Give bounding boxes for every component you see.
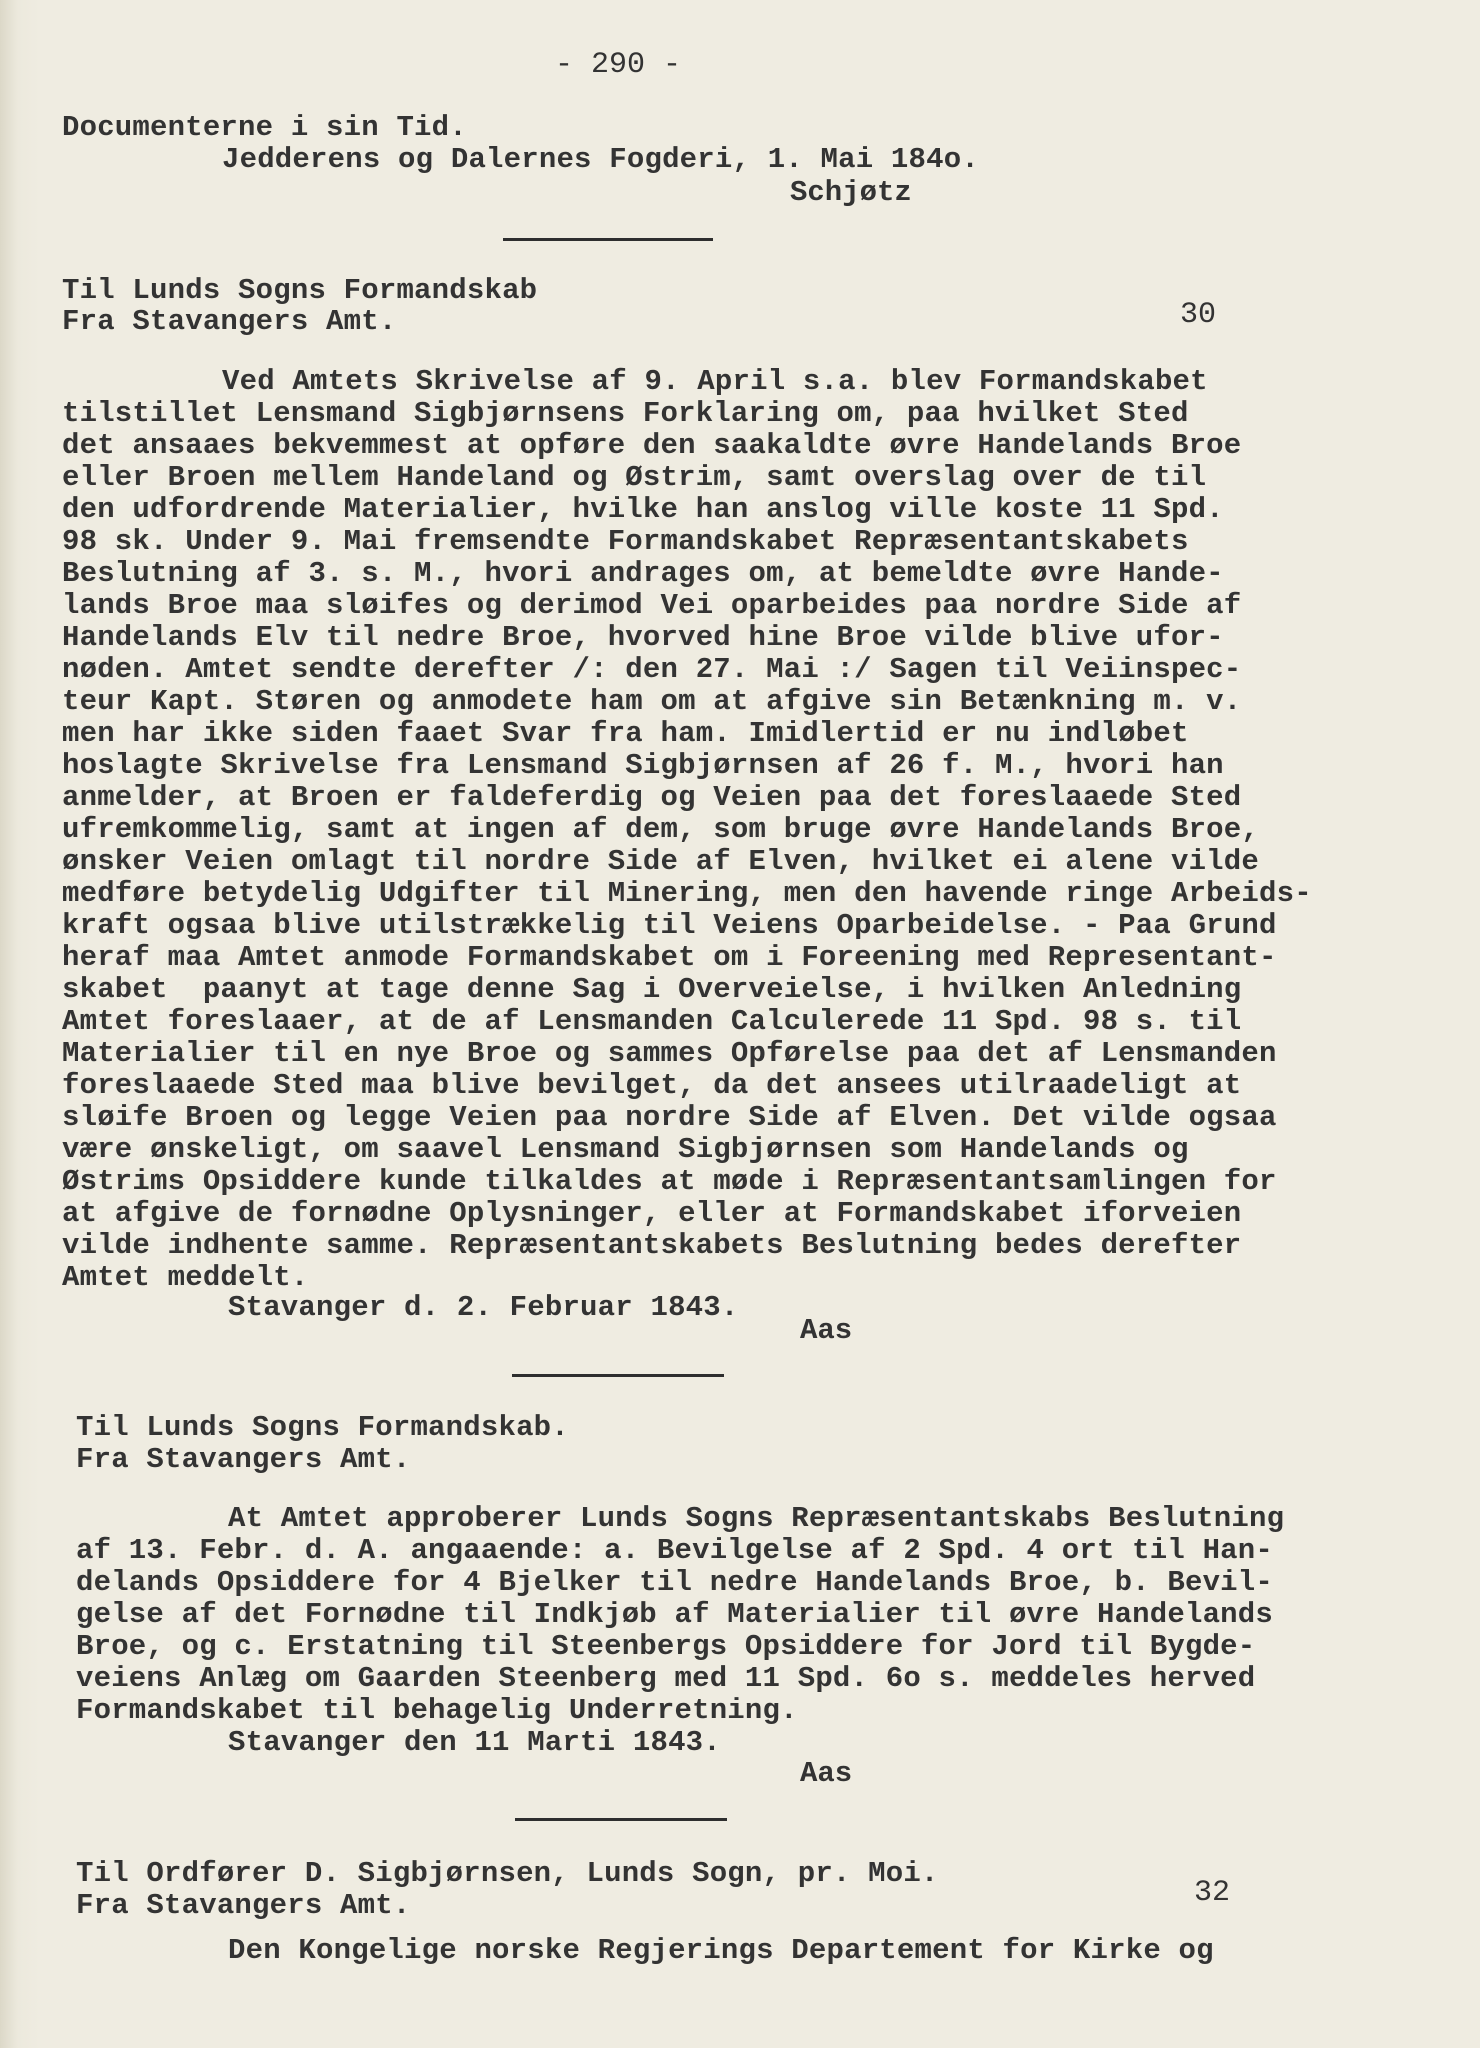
header-line-2: Jedderens og Dalernes Fogderi, 1. Mai 184o. (222, 143, 979, 176)
letter30-body-line: hoslagte Skrivelse fra Lensmand Sigbjørnsen af 26 f. M., hvori han (62, 749, 1224, 782)
letter31-body-line: delands Opsiddere for 4 Bjelker til nedre Handelands Broe, b. Bevil- (76, 1566, 1273, 1599)
letter32-number: 32 (1194, 1876, 1231, 1910)
letter30-body-line: eller Broen mellem Handeland og Østrim, samt overslag over de til (62, 461, 1207, 494)
letter30-body-line: Amtet meddelt. (62, 1261, 309, 1294)
letter31-body-line: Broe, og c. Erstatning til Steenbergs Opsiddere for Jord til Bygde- (76, 1630, 1256, 1663)
letter30-body-line: Østrims Opsiddere kunde tilkaldes at møde i Repræsentantsamlingen for (62, 1165, 1277, 1198)
letter30-body-line: kraft ogsaa blive utilstrækkelig til Veiens Oparbeidelse. - Paa Grund (62, 909, 1277, 942)
letter31-body-line: veiens Anlæg om Gaarden Steenberg med 11 Spd. 6o s. meddeles herved (76, 1662, 1256, 1695)
letter32-to: Til Ordfører D. Sigbjørnsen, Lunds Sogn, pr. Moi. (76, 1857, 939, 1890)
letter30-from: Fra Stavangers Amt. (62, 305, 397, 338)
letter31-body-line: Formandskabet til behagelig Underretning. (76, 1694, 798, 1727)
letter31-signature: Aas (800, 1757, 853, 1790)
letter30-body-line: at afgive de fornødne Oplysninger, eller at Formandskabet iforveien (62, 1197, 1242, 1230)
separator-rule (503, 238, 713, 241)
letter30-body-line: skabet paanyt at tage denne Sag i Overveielse, i hvilken Anledning (62, 973, 1242, 1006)
header-line-1: Documenterne i sin Tid. (62, 111, 467, 144)
letter30-body-line: anmelder, at Broen er faldeferdig og Veien paa det foreslaaede Sted (62, 781, 1242, 814)
letter32-body-line: Den Kongelige norske Regjerings Departement for Kirke og (228, 1934, 1214, 1967)
letter31-body-line: af 13. Febr. d. A. angaaende: a. Bevilgelse af 2 Spd. 4 ort til Han- (76, 1534, 1273, 1567)
letter30-body-line: foreslaaede Sted maa blive bevilget, da det ansees utilraadeligt at (62, 1069, 1242, 1102)
letter30-signature: Aas (800, 1314, 853, 1347)
letter30-body-line: nøden. Amtet sendte derefter /: den 27. Mai :/ Sagen til Veiinspec- (62, 653, 1242, 686)
letter31-body-line: gelse af det Fornødne til Indkjøb af Materialier til øvre Handelands (76, 1598, 1273, 1631)
letter30-body-line: teur Kapt. Støren og anmodete ham om at afgive sin Betænkning m. v. (62, 685, 1242, 718)
letter31-body-line: At Amtet approberer Lunds Sogns Repræsentantskabs Beslutning (228, 1502, 1285, 1535)
letter30-body-line: Ved Amtets Skrivelse af 9. April s.a. blev Formandskabet (222, 365, 1208, 398)
letter30-body-line: det ansaaes bekvemmest at opføre den saakaldte øvre Handelands Broe (62, 429, 1242, 462)
letter30-dateline: Stavanger d. 2. Februar 1843. (228, 1291, 739, 1324)
letter30-body-line: være ønskeligt, om saavel Lensmand Sigbjørnsen som Handelands og (62, 1133, 1189, 1166)
letter30-body-line: 98 sk. Under 9. Mai fremsendte Formandskabet Repræsentantskabets (62, 525, 1189, 558)
letter30-to: Til Lunds Sogns Formandskab (62, 274, 538, 307)
letter30-body-line: tilstillet Lensmand Sigbjørnsens Forklaring om, paa hvilket Sted (62, 397, 1189, 430)
letter30-body-line: heraf maa Amtet anmode Formandskabet om i Foreening med Representant- (62, 941, 1277, 974)
letter30-body-line: vilde indhente samme. Repræsentantskabets Beslutning bedes derefter (62, 1229, 1242, 1262)
letter30-body-line: den udfordrende Materialier, hvilke han anslog ville koste 11 Spd. (62, 493, 1224, 526)
letter30-body-line: men har ikke siden faaet Svar fra ham. Imidlertid er nu indløbet (62, 717, 1189, 750)
letter30-body-line: Handelands Elv til nedre Broe, hvorved hine Broe vilde blive ufor- (62, 621, 1224, 654)
letter30-body-line: medføre betydelig Udgifter til Minering, men den havende ringe Arbeids- (62, 877, 1312, 910)
letter30-body-line: lands Broe maa sløifes og derimod Vei oparbeides paa nordre Side af (62, 589, 1242, 622)
letter30-body-line: ufremkommelig, samt at ingen af dem, som bruge øvre Handelands Broe, (62, 813, 1259, 846)
letter32-from: Fra Stavangers Amt. (76, 1889, 411, 1922)
letter30-body-line: Materialier til en nye Broe og sammes Opførelse paa det af Lensmanden (62, 1037, 1277, 1070)
letter30-body-line: Amtet foreslaaer, at de af Lensmanden Calculerede 11 Spd. 98 s. til (62, 1005, 1242, 1038)
letter30-body-line: ønsker Veien omlagt til nordre Side af Elven, hvilket ei alene vilde (62, 845, 1259, 878)
letter30-body-line: Beslutning af 3. s. M., hvori andrages om, at bemeldte øvre Hande- (62, 557, 1224, 590)
letter30-body-line: sløife Broen og legge Veien paa nordre Side af Elven. Det vilde ogsaa (62, 1101, 1277, 1134)
letter30-number: 30 (1180, 298, 1217, 332)
page-number: - 290 - (555, 48, 682, 82)
letter31-to: Til Lunds Sogns Formandskab. (76, 1411, 569, 1444)
separator-rule (515, 1818, 727, 1821)
separator-rule (512, 1374, 724, 1377)
letter31-from: Fra Stavangers Amt. (76, 1443, 411, 1476)
header-signature: Schjøtz (790, 176, 912, 209)
letter31-dateline: Stavanger den 11 Marti 1843. (228, 1726, 721, 1759)
